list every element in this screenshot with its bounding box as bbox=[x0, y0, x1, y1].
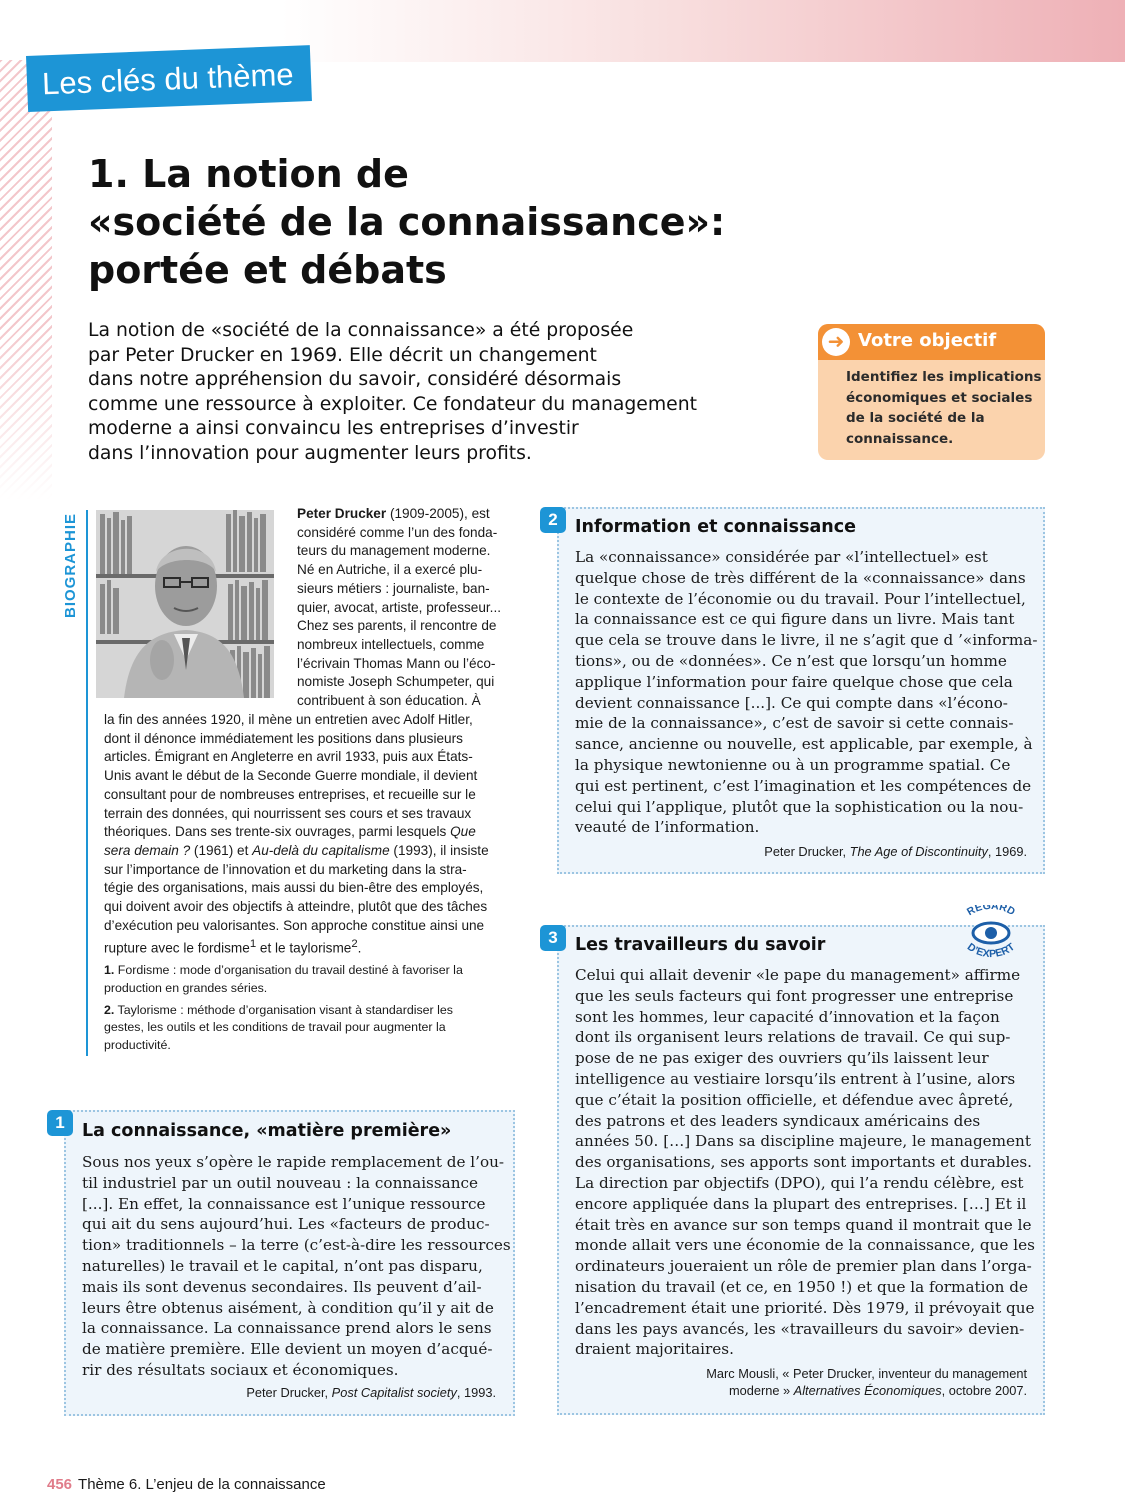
book-title: sera demain ? bbox=[104, 842, 191, 858]
biography-line: Chez ses parents, il rencontre de bbox=[297, 618, 497, 634]
biography-line-start: théoriques. Dans ses trente-six ouvrages, parmi lesquels bbox=[104, 824, 447, 840]
document-line: que cela se trouve dans le livre, il ne s’agit que d ’«informa- bbox=[575, 631, 1038, 650]
footnote-text: Fordisme : mode d’organisation du travail destiné à favoriser la bbox=[114, 963, 463, 977]
biography-line-end: . bbox=[357, 940, 362, 956]
footer-theme: Thème 6. L’enjeu de la connaissance bbox=[78, 1476, 326, 1493]
document-line: veauté de l’information. bbox=[575, 818, 760, 837]
biography-line: Né en Autriche, il a exercé plu- bbox=[297, 562, 483, 578]
document-line: des organisations, ses apports sont importants et durables. bbox=[575, 1153, 1032, 1172]
biography-top-text bbox=[297, 505, 511, 711]
footnote-text: Taylorisme : méthode d’organisation visant à standardiser les bbox=[114, 1002, 453, 1017]
portrait-photo bbox=[96, 510, 274, 698]
document-line: monde allait vers une économie de la connaissance, que les bbox=[575, 1236, 1035, 1255]
biography-line bbox=[297, 505, 511, 524]
source-work: Post Capitalist society bbox=[331, 1385, 457, 1400]
document-line: applique l’information pour faire quelque chose que cela bbox=[575, 672, 1013, 691]
objective-line: économiques et sociales bbox=[846, 389, 1033, 406]
biography-rule bbox=[86, 510, 88, 1056]
badge-top-text: REGARD bbox=[964, 905, 1018, 919]
document-line: dont ils organisent leurs relations de travail. Ce qui sup- bbox=[575, 1028, 1011, 1047]
document-line: quelque chose de très différent de la «connaissance» dans bbox=[575, 568, 1026, 587]
document-line: til industriel par un outil nouveau : la connaissance bbox=[82, 1173, 478, 1192]
document-line: [...]. En effet, la connaissance est l’unique ressource bbox=[82, 1194, 486, 1213]
document-2-text bbox=[575, 547, 1038, 838]
document-line: qui ait du sens aujourd’hui. Les «facteurs de produc- bbox=[82, 1215, 490, 1234]
document-1-number: 1 bbox=[47, 1110, 73, 1136]
footnote-line: production en grandes séries. bbox=[104, 980, 268, 995]
biography-line: terrain des données, qui nourrissent ses cours et ses travaux bbox=[104, 805, 472, 821]
biography-line: qui doivent avoir des objectifs à atteindre, plutôt que des tâches bbox=[104, 899, 488, 915]
document-line: la physique newtonienne ou à un programme spatial. Ce bbox=[575, 755, 1011, 774]
biography-line bbox=[104, 935, 510, 958]
biography-line-end: (1993), il insiste bbox=[389, 842, 489, 858]
intro-paragraph bbox=[88, 319, 738, 467]
footnote-line bbox=[104, 1002, 510, 1020]
biography-line bbox=[104, 842, 510, 861]
document-1-text bbox=[82, 1152, 511, 1381]
document-line: nisation du travail (et ce, en 1950 !) et que la formation de bbox=[575, 1277, 1028, 1296]
biography-line-mid: et le taylorisme bbox=[256, 940, 352, 956]
source-year: , 1993. bbox=[456, 1385, 496, 1400]
decorative-stripes bbox=[0, 60, 52, 500]
document-line: que c’était la position officielle, et défendue avec âpreté, bbox=[575, 1090, 1014, 1109]
source-work: Alternatives Économiques bbox=[793, 1383, 942, 1398]
footnote-ref: 1 bbox=[249, 938, 257, 951]
biography-line: consultant pour de nombreuses entreprises, et recueille sur le bbox=[104, 786, 476, 802]
document-line: mie de la connaissance», c’est de savoir si cette connais- bbox=[575, 714, 1014, 733]
biography-line: teurs du management moderne. bbox=[297, 543, 491, 559]
biography-line: articles. Émigrant en Angleterre en avril 1933, puis aux États- bbox=[104, 749, 473, 765]
biography-footnotes bbox=[104, 962, 510, 1055]
document-line: La direction par objectifs (DPO), qui l’a rendu célèbre, est bbox=[575, 1173, 1024, 1192]
biography-line: dont il dénonce immédiatement les positions dans plusieurs bbox=[104, 730, 463, 746]
source-author: Peter Drucker, bbox=[246, 1385, 332, 1400]
intro-line: La notion de «société de la connaissance» a été proposée bbox=[88, 320, 634, 341]
biography-name: Peter Drucker bbox=[297, 506, 387, 521]
document-line: la connaissance. La connaissance prend alors le sens bbox=[82, 1319, 492, 1338]
document-line: le contexte de l’économie ou du travail. Pour l’intellectuel, bbox=[575, 589, 1026, 608]
objective-line: connaissance. bbox=[846, 430, 954, 447]
document-3-title: Les travailleurs du savoir bbox=[575, 935, 826, 955]
document-line: Sous nos yeux s’opère le rapide remplacement de l’ou- bbox=[82, 1153, 505, 1171]
document-2-title: Information et connaissance bbox=[575, 517, 857, 537]
document-line: ordinateurs joueraient un rôle de premier plan dans l’orga- bbox=[575, 1257, 1032, 1276]
footnote-number: 1. bbox=[104, 963, 115, 977]
document-line: de matière première. Elle devient un moyen d’acqué- bbox=[82, 1340, 493, 1359]
biography-line: contribuent à son éducation. À bbox=[297, 693, 481, 709]
objective-line: Identifiez les implications bbox=[846, 369, 1042, 385]
biography-line: la fin des années 1920, il mène un entretien avec Adolf Hitler, bbox=[104, 712, 473, 727]
source-work: The Age of Discontinuity bbox=[849, 844, 988, 859]
document-line: tions», ou de «données». Ce n’est que lorsqu’un homme bbox=[575, 651, 1007, 670]
document-line: était très en avance sur son temps quand il montrait que le bbox=[575, 1215, 1032, 1234]
arrow-right-icon: ➜ bbox=[822, 328, 850, 356]
book-title: Au-delà du capitalisme bbox=[252, 842, 390, 858]
document-line: celui qui l’applique, plutôt que la sophistication ou la nou- bbox=[575, 797, 1024, 816]
biography-line: tégie des organisations, mais aussi du bien-être des employés, bbox=[104, 880, 484, 896]
biography-line: sieurs métiers : journaliste, ban- bbox=[297, 580, 490, 596]
source-author: Peter Drucker, bbox=[764, 844, 850, 859]
biography-line: nombreux intellectuels, comme bbox=[297, 636, 485, 652]
svg-text:REGARD bbox=[965, 905, 1017, 918]
document-line: draient majoritaires. bbox=[575, 1340, 734, 1359]
document-line: qui est pertinent, c’est l’imagination et les compétences de bbox=[575, 776, 1032, 795]
document-2-number: 2 bbox=[540, 507, 566, 533]
document-line: leurs être obtenus aisément, à condition qu’il y ait de bbox=[82, 1298, 494, 1317]
document-1-title: La connaissance, «matière première» bbox=[82, 1121, 452, 1141]
document-line: pose de ne pas exiger des ouvriers qu’ils laissent leur bbox=[575, 1049, 989, 1068]
biography-line-start: rupture avec le fordisme bbox=[104, 940, 250, 956]
document-line: rir des résultats sociaux et économiques. bbox=[82, 1360, 399, 1379]
footnote-line bbox=[104, 962, 510, 980]
objective-line: de la société de la bbox=[846, 410, 985, 426]
document-line: l’encadrement était une priorité. Dès 1979, il prévoyait que bbox=[575, 1298, 1035, 1317]
intro-line: moderne a ainsi convaincu les entreprises d’investir bbox=[88, 418, 579, 440]
footnote-line: productivité. bbox=[104, 1038, 171, 1053]
page-title bbox=[88, 150, 788, 294]
document-line: dans les pays avancés, les «travailleurs du savoir» devien- bbox=[575, 1319, 1025, 1338]
document-3-source bbox=[706, 1365, 1027, 1399]
source-line: Marc Mousli, « Peter Drucker, inventeur du management bbox=[706, 1366, 1027, 1381]
regard-expert-badge bbox=[951, 905, 1031, 961]
document-line: des patrons et des leaders syndicaux américains des bbox=[575, 1111, 981, 1130]
footnote-number: 2. bbox=[104, 1002, 115, 1017]
document-line: que les seuls facteurs qui font progresser une entreprise bbox=[575, 986, 1014, 1005]
document-1-source bbox=[246, 1384, 496, 1401]
source-year: , octobre 2007. bbox=[941, 1383, 1027, 1398]
biography-line-rest: (1909-2005), est bbox=[386, 506, 490, 521]
objective-box bbox=[818, 324, 1045, 460]
document-line: la connaissance est ce qui figure dans un livre. Mais tant bbox=[575, 610, 1015, 629]
intro-line: dans notre appréhension du savoir, considéré désormais bbox=[88, 369, 622, 391]
biography-line: sur l’importance de l’innovation et du marketing dans la stra- bbox=[104, 861, 467, 877]
title-line: portée et débats bbox=[88, 248, 447, 292]
intro-line: comme une ressource à exploiter. Ce fondateur du management bbox=[88, 393, 697, 415]
biography-line: nomiste Joseph Schumpeter, qui bbox=[297, 674, 495, 690]
intro-line: dans l’innovation pour augmenter leurs profits. bbox=[88, 442, 532, 464]
document-line: devient connaissance [...]. Ce qui compte dans «l’écono- bbox=[575, 693, 1008, 712]
title-line: «société de la connaissance»: bbox=[88, 200, 726, 244]
footnote-line: gestes, les outils et les conditions de travail pour augmenter la bbox=[104, 1020, 446, 1035]
badge-bottom-text: D’EXPERT bbox=[964, 940, 1018, 961]
document-line: sont les hommes, leur capacité d’innovation et la façon bbox=[575, 1007, 1000, 1026]
biography-line: quier, avocat, artiste, professeur... bbox=[297, 599, 502, 615]
document-line: La «connaissance» considérée par «l’intellectuel» est bbox=[575, 548, 988, 566]
footnote-ref: 2 bbox=[351, 938, 358, 951]
document-line: années 50. […] Dans sa discipline majeure, le management bbox=[575, 1132, 1031, 1151]
objective-title: Votre objectif bbox=[858, 330, 997, 351]
document-line: tion» traditionnels – la terre (c’est-à-dire les ressources bbox=[82, 1236, 511, 1255]
document-2-source bbox=[764, 843, 1027, 860]
biography-line: Unis avant le début de la Seconde Guerre mondiale, il devient bbox=[104, 768, 478, 784]
biography-line-mid: (1961) et bbox=[190, 842, 253, 858]
objective-text bbox=[818, 360, 1045, 449]
book-title: Que bbox=[450, 824, 476, 840]
page-footer bbox=[47, 1476, 326, 1493]
biography-line bbox=[104, 823, 510, 842]
page-number: 456 bbox=[47, 1476, 73, 1493]
document-line: naturelles) le travail et le capital, n’ont pas disparu, bbox=[82, 1256, 483, 1275]
biography-line: considéré comme l’un des fonda- bbox=[297, 524, 498, 540]
biography-line: l’écrivain Thomas Mann ou l’éco- bbox=[297, 655, 496, 671]
biography-line: d’exécution peu valorisantes. Son approche constitue ainsi une bbox=[104, 917, 485, 933]
intro-line: par Peter Drucker en 1969. Elle décrit un changement bbox=[88, 344, 597, 366]
document-3-number: 3 bbox=[540, 925, 566, 951]
document-line: encore appliquée dans la plupart des entreprises. […] Et il bbox=[575, 1194, 1027, 1213]
theme-tag: Les clés du thème bbox=[26, 45, 312, 112]
biography-label: BIOGRAPHIE bbox=[62, 512, 79, 618]
document-line: sance, ancienne ou nouvelle, est applicable, par exemple, à bbox=[575, 735, 1033, 754]
title-line: 1. La notion de bbox=[88, 152, 409, 196]
document-line: Celui qui allait devenir «le pape du management» affirme bbox=[575, 966, 1021, 984]
objective-header bbox=[818, 324, 1045, 360]
document-line: mais ils sont devenus secondaires. Ils peuvent d’ail- bbox=[82, 1277, 482, 1296]
source-line: moderne » bbox=[728, 1383, 794, 1398]
biography-bottom-text bbox=[104, 711, 510, 959]
document-line: intelligence au vestiaire lorsqu’ils entrent à l’usine, alors bbox=[575, 1069, 1016, 1088]
document-3-text bbox=[575, 965, 1035, 1360]
source-year: , 1969. bbox=[987, 844, 1027, 859]
